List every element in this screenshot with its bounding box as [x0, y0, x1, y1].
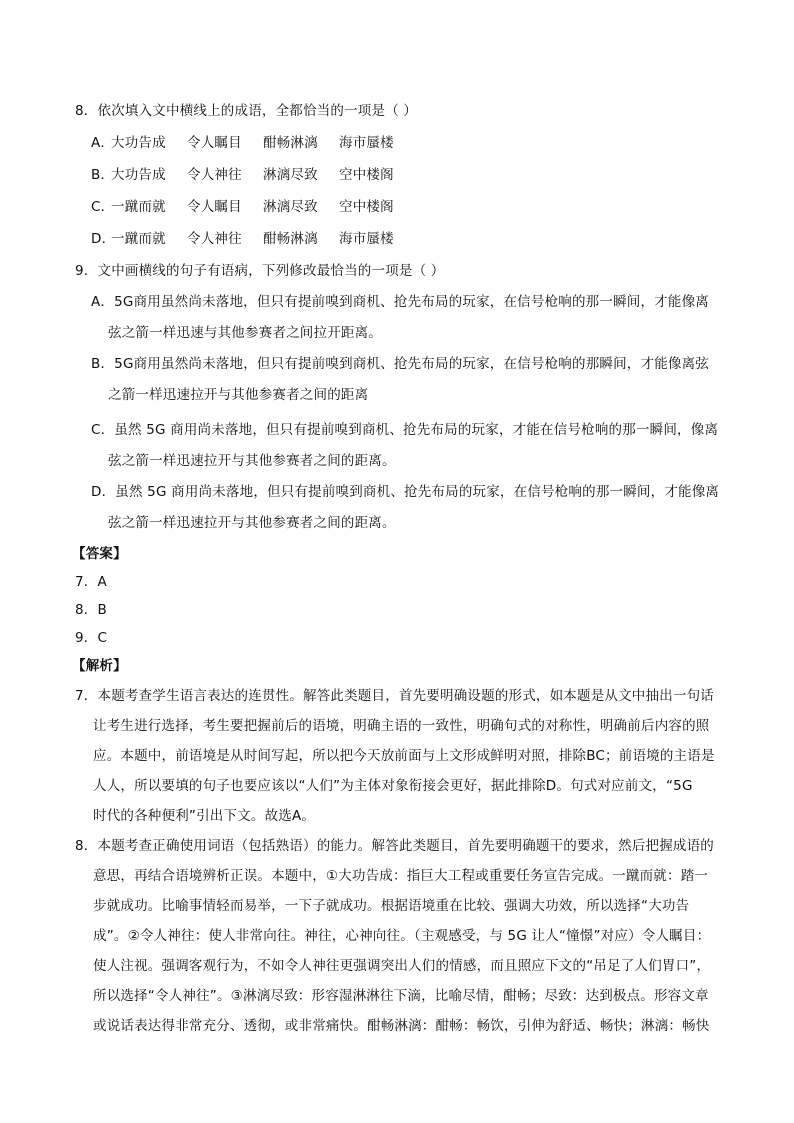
analysis-8-line3: 步就成功。比喻事情轻而易举，一下子就成功。根据语境重在比较、强调大功效，所以选择“大功告 — [93, 898, 690, 914]
question-9-option-b-line2: 之箭一样迅速拉开与其他参赛者之间的距离 — [108, 387, 369, 403]
question-9-option-a-line2: 弦之箭一样迅速与其他参赛者之间拉开距离。 — [108, 325, 382, 341]
option-label: B． — [91, 167, 115, 183]
analysis-8-line7: 或说话表达得非常充分、透彻，或非常痛快。酣畅淋漓：酣畅：畅饮，引伸为舒适、畅快；淋漓：畅快 — [93, 1018, 710, 1034]
idiom: 酣畅淋漓 — [263, 231, 318, 247]
analysis-8-line2: 意思，再结合语境辨析正误。本题中，①大功告成：指巨大工程或重要任务宣告完成。一蹴而就：踏一 — [93, 868, 709, 884]
idiom: 一蹴而就 — [111, 199, 166, 215]
analysis-8-line1: 8．本题考查正确使用词语（包括熟语）的能力。解答此类题目，首先要明确题干的要求，然后把握成语的 — [75, 838, 714, 854]
analysis-8-line6: 所以选择“令人神往”。③淋漓尽致：形容湿淋淋往下滴，比喻尽情，酣畅；尽致：达到极点。形容文章 — [93, 988, 709, 1004]
idiom: 淋漓尽致 — [263, 199, 318, 215]
idiom: 令人神往 — [187, 231, 242, 247]
idiom: 海市蜃楼 — [339, 135, 394, 151]
question-8-option-a — [91, 133, 415, 153]
answer-7: 7．A — [75, 574, 107, 590]
idiom: 空中楼阁 — [339, 199, 394, 215]
idiom: 令人瞩目 — [187, 199, 242, 215]
question-8-option-d — [91, 229, 415, 249]
question-9-option-b-line1: B．5G商用虽然尚未落地，但只有提前嗅到商机、抢先布局的玩家，在信号枪响的那瞬间，才能像离弦 — [91, 356, 710, 372]
option-label: C． — [91, 199, 115, 215]
question-8-stem: 8．依次填入文中横线上的成语，全都恰当的一项是（ ） — [75, 103, 418, 119]
analysis-8-line5: 使人注视。强调客观行为，不如令人神往更强调突出人们的情感，而且照应下文的“吊足了人们胃口”， — [93, 958, 711, 974]
idiom: 酣畅淋漓 — [263, 135, 318, 151]
analysis-7-line1: 7．本题考查学生语言表达的连贯性。解答此类题目，首先要明确设题的形式，如本题是从文中抽出一句话 — [75, 688, 714, 704]
question-8-option-c — [91, 197, 415, 217]
option-label: A． — [91, 135, 115, 151]
option-label: D． — [91, 231, 116, 247]
answer-8: 8．B — [75, 602, 107, 618]
analysis-heading: 【解析】 — [72, 658, 127, 674]
question-8-option-b — [91, 165, 415, 185]
analysis-7-line4: 人人，所以要填的句子也要应该以“人们”为主体对象衔接会更好，据此排除D。句式对应前文，“5G — [93, 778, 693, 794]
idiom: 海市蜃楼 — [339, 231, 394, 247]
idiom: 淋漓尽致 — [263, 167, 318, 183]
question-9-option-d-line1: D．虽然 5G 商用尚未落地，但只有提前嗅到商机、抢先布局的玩家，在信号枪响的那一瞬间，才能像离 — [91, 484, 720, 500]
question-9-option-c-line1: C．虽然 5G 商用尚未落地，但只有提前嗅到商机、抢先布局的玩家，才能在信号枪响的那一瞬间，像离 — [91, 422, 719, 438]
question-9-option-a-line1: A．5G商用虽然尚未落地，但只有提前嗅到商机、抢先布局的玩家，在信号枪响的那一瞬间，才能像离 — [91, 294, 709, 310]
analysis-7-line2: 让考生进行选择，考生要把握前后的语境，明确主语的一致性，明确句式的对称性，明确前后内容的照 — [93, 718, 710, 734]
idiom: 大功告成 — [111, 167, 166, 183]
question-9-stem: 9．文中画横线的句子有语病，下列修改最恰当的一项是（ ） — [75, 263, 445, 279]
question-9-option-d-line2: 弦之箭一样迅速拉开与其他参赛者之间的距离。 — [108, 515, 396, 531]
analysis-8-line4: 成”。②令人神往：使人非常向往。神往，心神向往。（主观感受，与 5G 让人“憧憬”对应）令人瞩目： — [93, 928, 711, 944]
idiom: 令人瞩目 — [187, 135, 242, 151]
idiom: 大功告成 — [111, 135, 166, 151]
analysis-7-line5: 时代的各种便利”引出下文。故选A。 — [93, 808, 316, 824]
analysis-7-line3: 应。本题中，前语境是从时间写起，所以把今天放前面与上文形成鲜明对照，排除BC；前语境的主语是 — [93, 748, 715, 764]
idiom: 空中楼阁 — [339, 167, 394, 183]
question-9-option-c-line2: 弦之箭一样迅速拉开与其他参赛者之间的距离。 — [108, 453, 396, 469]
idiom: 一蹴而就 — [111, 231, 166, 247]
answer-9: 9．C — [75, 630, 108, 646]
idiom: 令人神往 — [187, 167, 242, 183]
answer-heading: 【答案】 — [72, 546, 127, 562]
